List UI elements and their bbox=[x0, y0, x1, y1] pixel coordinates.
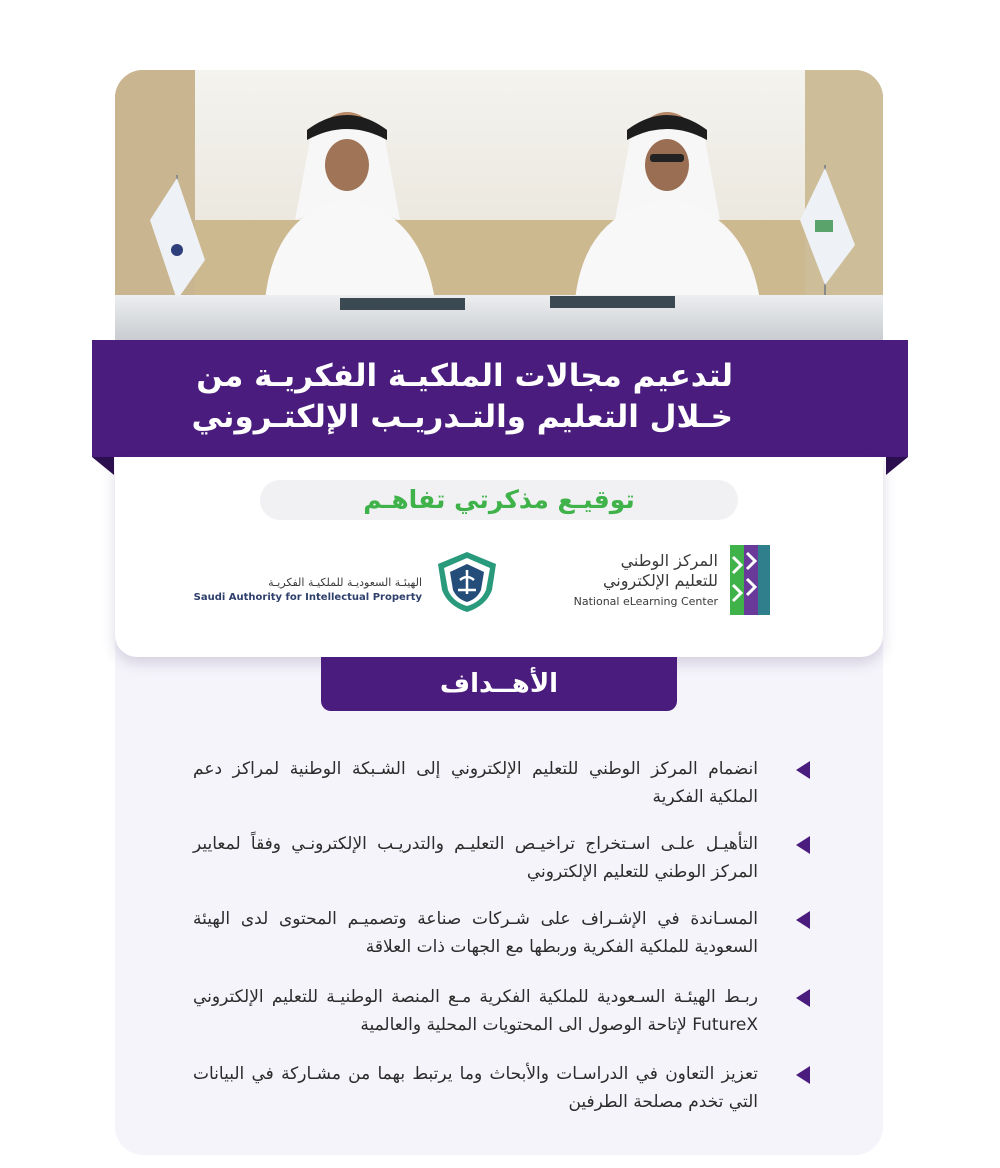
goal-text: التأهيـل علـى اسـتخراج تراخيـص التعليـم والتدريـب الإلكترونـي وفقاً لمعايير المركز الوطني للتعليم الإلكتروني bbox=[193, 834, 758, 882]
goal-text: تعزيز التعاون في الدراسـات والأبحاث وما يرتبط بهما من مشـاركة في البيانات التي تخدم مصلحة الطرفين bbox=[193, 1064, 758, 1112]
saip-english: Saudi Authority for Intellectual Property bbox=[193, 592, 422, 603]
goal-text: المسـاندة في الإشـراف على شـركات صناعة وتصميـم المحتوى لدى الهيئة السعودية للملكية الفكرية وربطها مع الجهات ذات العلاقة bbox=[193, 909, 758, 957]
goal-text: انضمام المركز الوطني للتعليم الإلكتروني إلى الشـبكة الوطنية لمراكز دعم الملكية الفكرية bbox=[193, 759, 758, 807]
goal-item bbox=[190, 905, 810, 965]
headline-line-2: خـلال التعليم والتـدريـب الإلكتـروني bbox=[191, 399, 733, 435]
triangle-bullet-icon bbox=[796, 836, 810, 854]
triangle-bullet-icon bbox=[796, 1066, 810, 1084]
banner-fold-left bbox=[92, 457, 114, 475]
goal-text: ربـط الهيئـة السـعودية للملكية الفكرية مـع المنصة الوطنيـة للتعليم الإلكتروني FutureX لإتاحة الوصول الى المحتويات المحلية والعالمية bbox=[193, 987, 758, 1035]
subtitle-pill bbox=[260, 480, 738, 520]
saip-logo bbox=[193, 550, 500, 614]
goal-item bbox=[190, 830, 810, 890]
nelc-logo bbox=[570, 545, 770, 617]
saip-shield-icon bbox=[434, 550, 500, 614]
subtitle: توقيـع مذكرتي تفاهـم bbox=[363, 485, 635, 514]
goals-title: الأهــداف bbox=[439, 669, 559, 699]
headline-line-1: لتدعيم مجالات الملكيـة الفكريـة من bbox=[196, 358, 733, 394]
nelc-arabic-line-1: المركز الوطني bbox=[620, 551, 718, 570]
nelc-arabic-line-2: للتعليم الإلكتروني bbox=[602, 571, 718, 590]
goals-tab bbox=[321, 657, 677, 711]
headline-banner bbox=[92, 340, 908, 475]
goal-item bbox=[190, 1060, 810, 1120]
saip-arabic: الهيئـة السعوديـة للملكيـة الفكريـة bbox=[268, 576, 422, 589]
goal-item bbox=[190, 983, 810, 1043]
banner-fold-right bbox=[886, 457, 908, 475]
nelc-emblem-icon bbox=[730, 545, 770, 615]
nelc-english: National eLearning Center bbox=[573, 595, 718, 608]
goal-item bbox=[190, 755, 810, 815]
triangle-bullet-icon bbox=[796, 989, 810, 1007]
signing-photo bbox=[115, 70, 883, 340]
triangle-bullet-icon bbox=[796, 761, 810, 779]
headline bbox=[173, 356, 733, 438]
triangle-bullet-icon bbox=[796, 911, 810, 929]
